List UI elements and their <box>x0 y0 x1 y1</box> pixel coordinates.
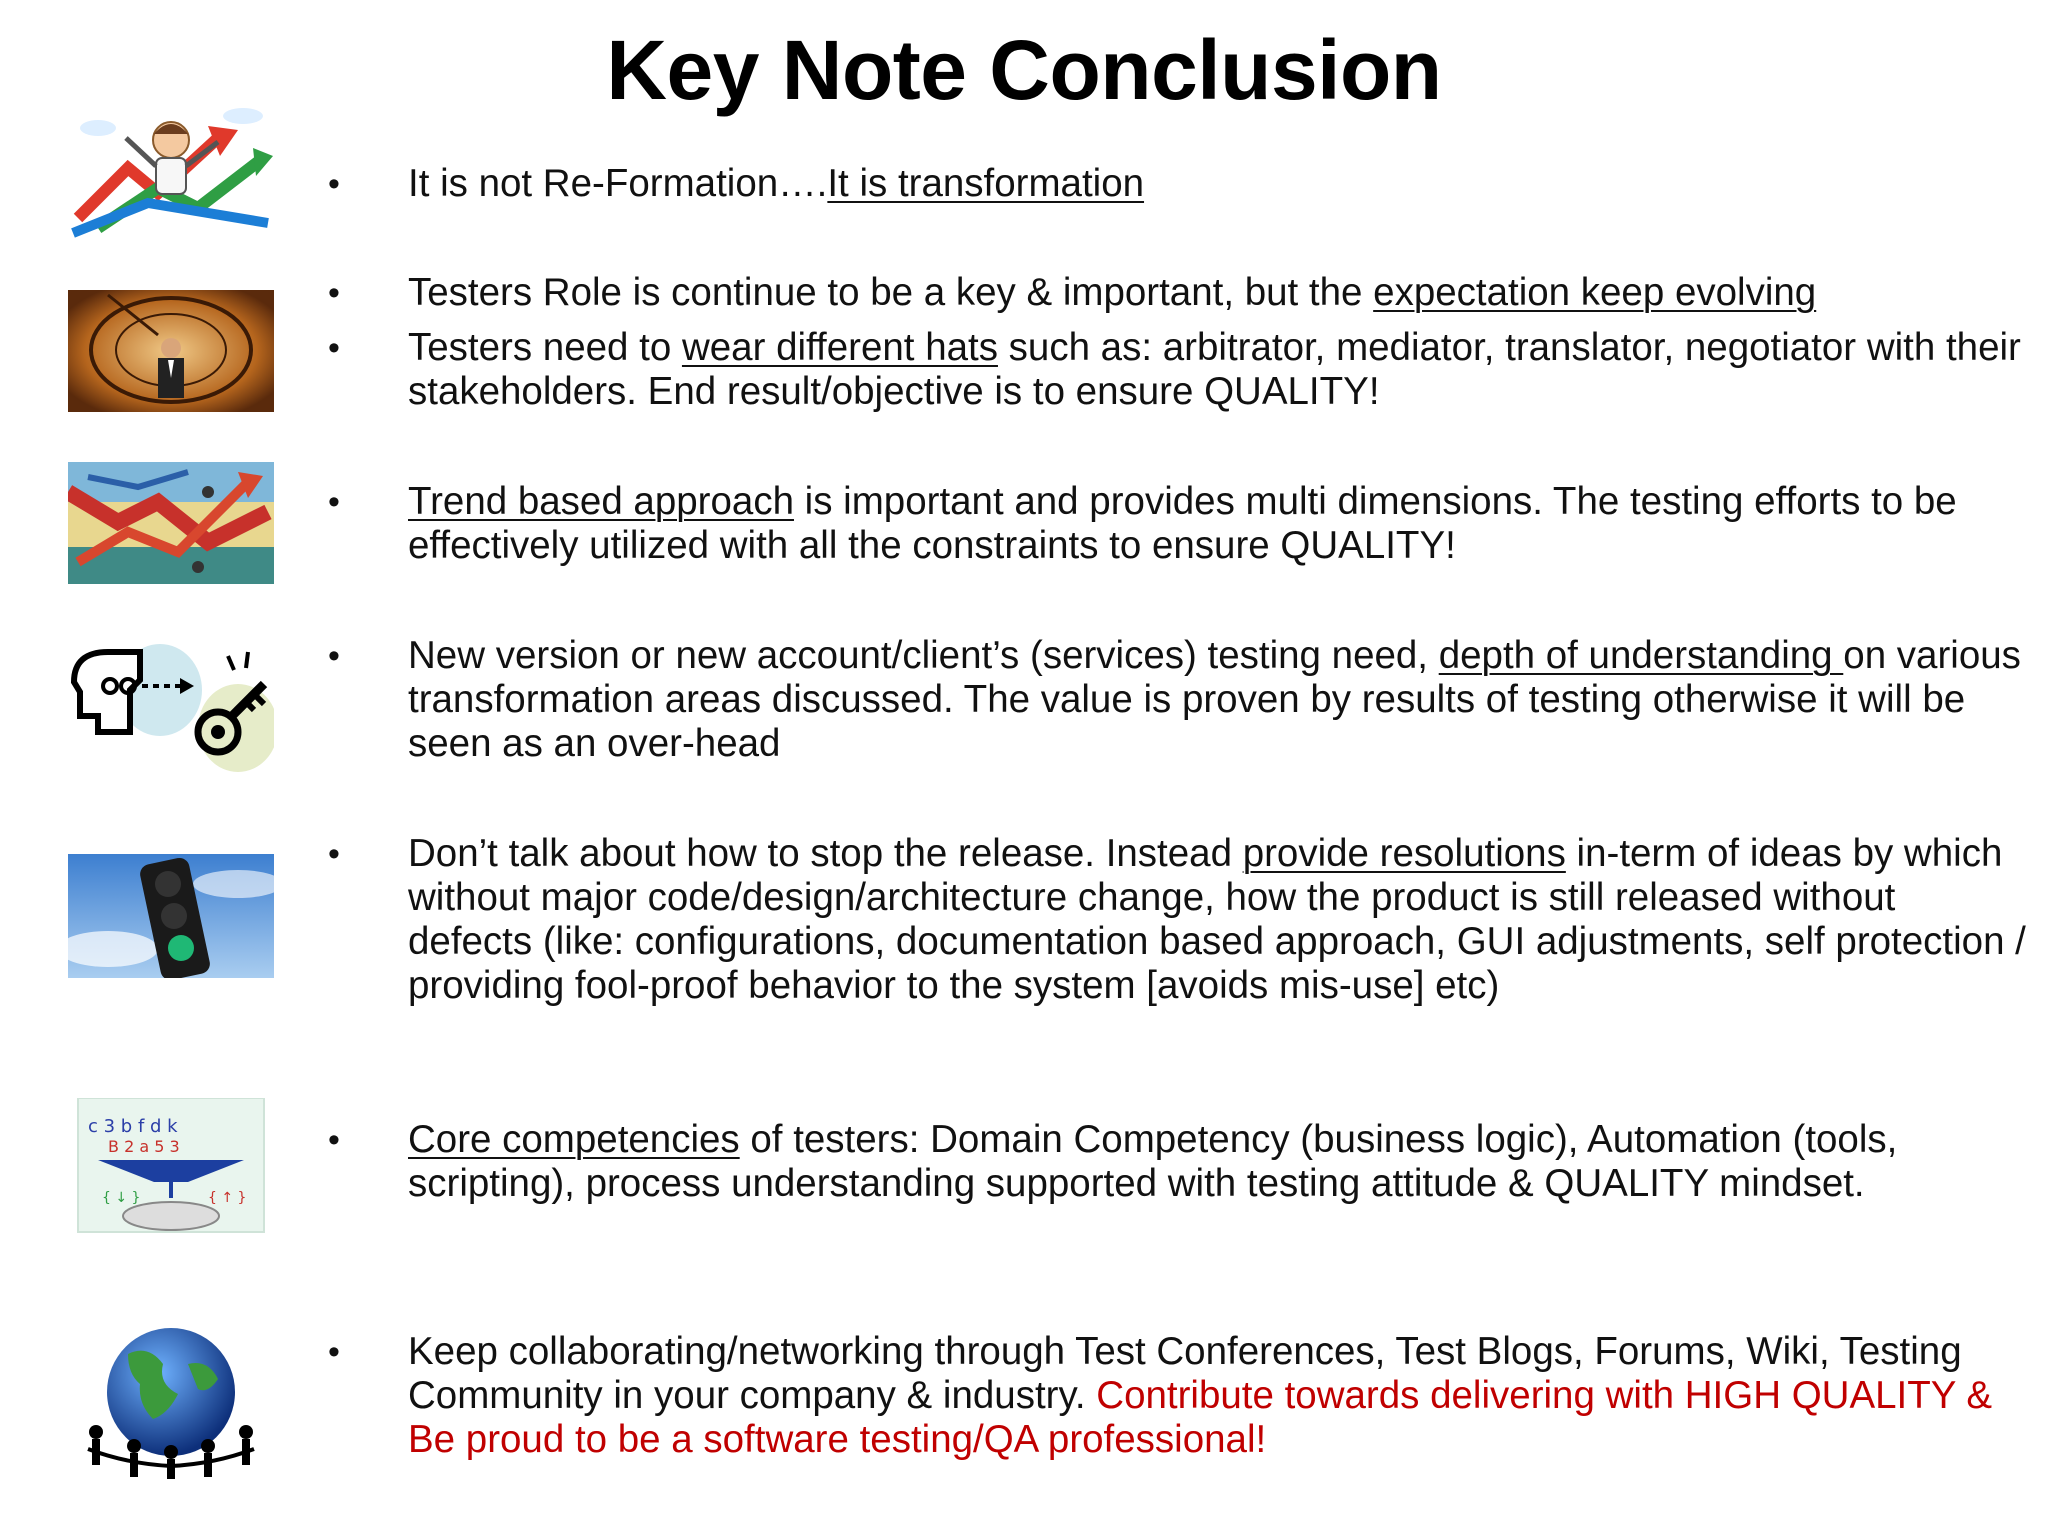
bullet-marker: • <box>328 329 340 367</box>
traffic-light-icon <box>68 854 274 978</box>
bullet-marker: • <box>328 637 340 675</box>
bullet-text-core-competencies: Core competencies of testers: Domain Competency (business logic), Automation (tools, scripting), process understanding supported with testing attitude & QUALITY mindset. <box>408 1118 1898 1205</box>
bullet-text-depth-of-understanding: New version or new account/client’s (services) testing need, depth of understanding on various transformation areas discussed. The value is proven by results of testing otherwise it will be seen as an over-head <box>408 634 2021 765</box>
highlighted-red-phrase: Contribute towards delivering with HIGH QUALITY & Be proud to be a software testing/QA professional! <box>408 1374 1993 1461</box>
underlined-phrase: Core competencies <box>408 1118 740 1161</box>
brain-funnel-icon <box>68 1098 274 1238</box>
bullet-text-transformation: It is not Re-Formation….It is transformation <box>408 162 1145 205</box>
underlined-phrase: It is transformation <box>827 162 1145 205</box>
underlined-phrase: expectation keep evolving <box>1373 271 1817 314</box>
bullet-text-different-hats: Testers need to wear different hats such as: arbitrator, mediator, translator, negotiator with their stakeholders. End result/objective is to ensure QUALITY! <box>408 326 2021 413</box>
svg-text:B 2 a 5 3: B 2 a 5 3 <box>108 1137 180 1156</box>
underlined-phrase: provide resolutions <box>1242 832 1566 875</box>
underlined-phrase: wear different hats <box>681 326 998 369</box>
bullet-text-testers-role: Testers Role is continue to be a key & important, but the expectation keep evolving <box>408 271 1817 314</box>
trend-arrows-icon <box>68 462 274 584</box>
underlined-phrase: depth of understanding <box>1438 634 1844 677</box>
bullet-marker: • <box>328 165 340 203</box>
svg-text:c 3 b f d k: c 3 b f d k <box>88 1116 178 1137</box>
bullet-marker: • <box>328 835 340 873</box>
bullet-text-collaborating: Keep collaborating/networking through Test Conferences, Test Blogs, Forums, Wiki, Testing Community in your company & industry. Contribute towards delivering with HIGH QUALITY & Be proud to be a software testing/QA professional! <box>408 1330 1993 1461</box>
bullet-text-trend-approach: Trend based approach is important and provides multi dimensions. The testing efforts to be effectively utilized with all the constraints to ensure QUALITY! <box>408 480 1957 567</box>
svg-text:{ ↑ }: { ↑ } <box>208 1190 247 1206</box>
bullet-text-provide-resolutions: Don’t talk about how to stop the release. Instead provide resolutions in-term of ideas by which without major code/design/architecture change, how the product is still released without defects (like: configurations, documentation based approach, GUI adjustments, self protection / providing fool-proof behavior to the system [avoids mis-use] etc) <box>408 832 2026 1007</box>
globe-people-icon <box>68 1324 274 1480</box>
man-in-target-icon <box>68 290 274 412</box>
bullet-marker: • <box>328 1121 340 1159</box>
bullet-marker: • <box>328 1333 340 1371</box>
svg-text:{ ↓ }: { ↓ } <box>102 1190 141 1206</box>
slide-title: Key Note Conclusion <box>606 23 1442 117</box>
thinking-key-icon <box>68 632 274 780</box>
transformation-person-icon <box>68 98 274 238</box>
bullet-marker: • <box>328 483 340 521</box>
underlined-phrase: Trend based approach <box>408 480 794 523</box>
bullet-marker: • <box>328 274 340 312</box>
